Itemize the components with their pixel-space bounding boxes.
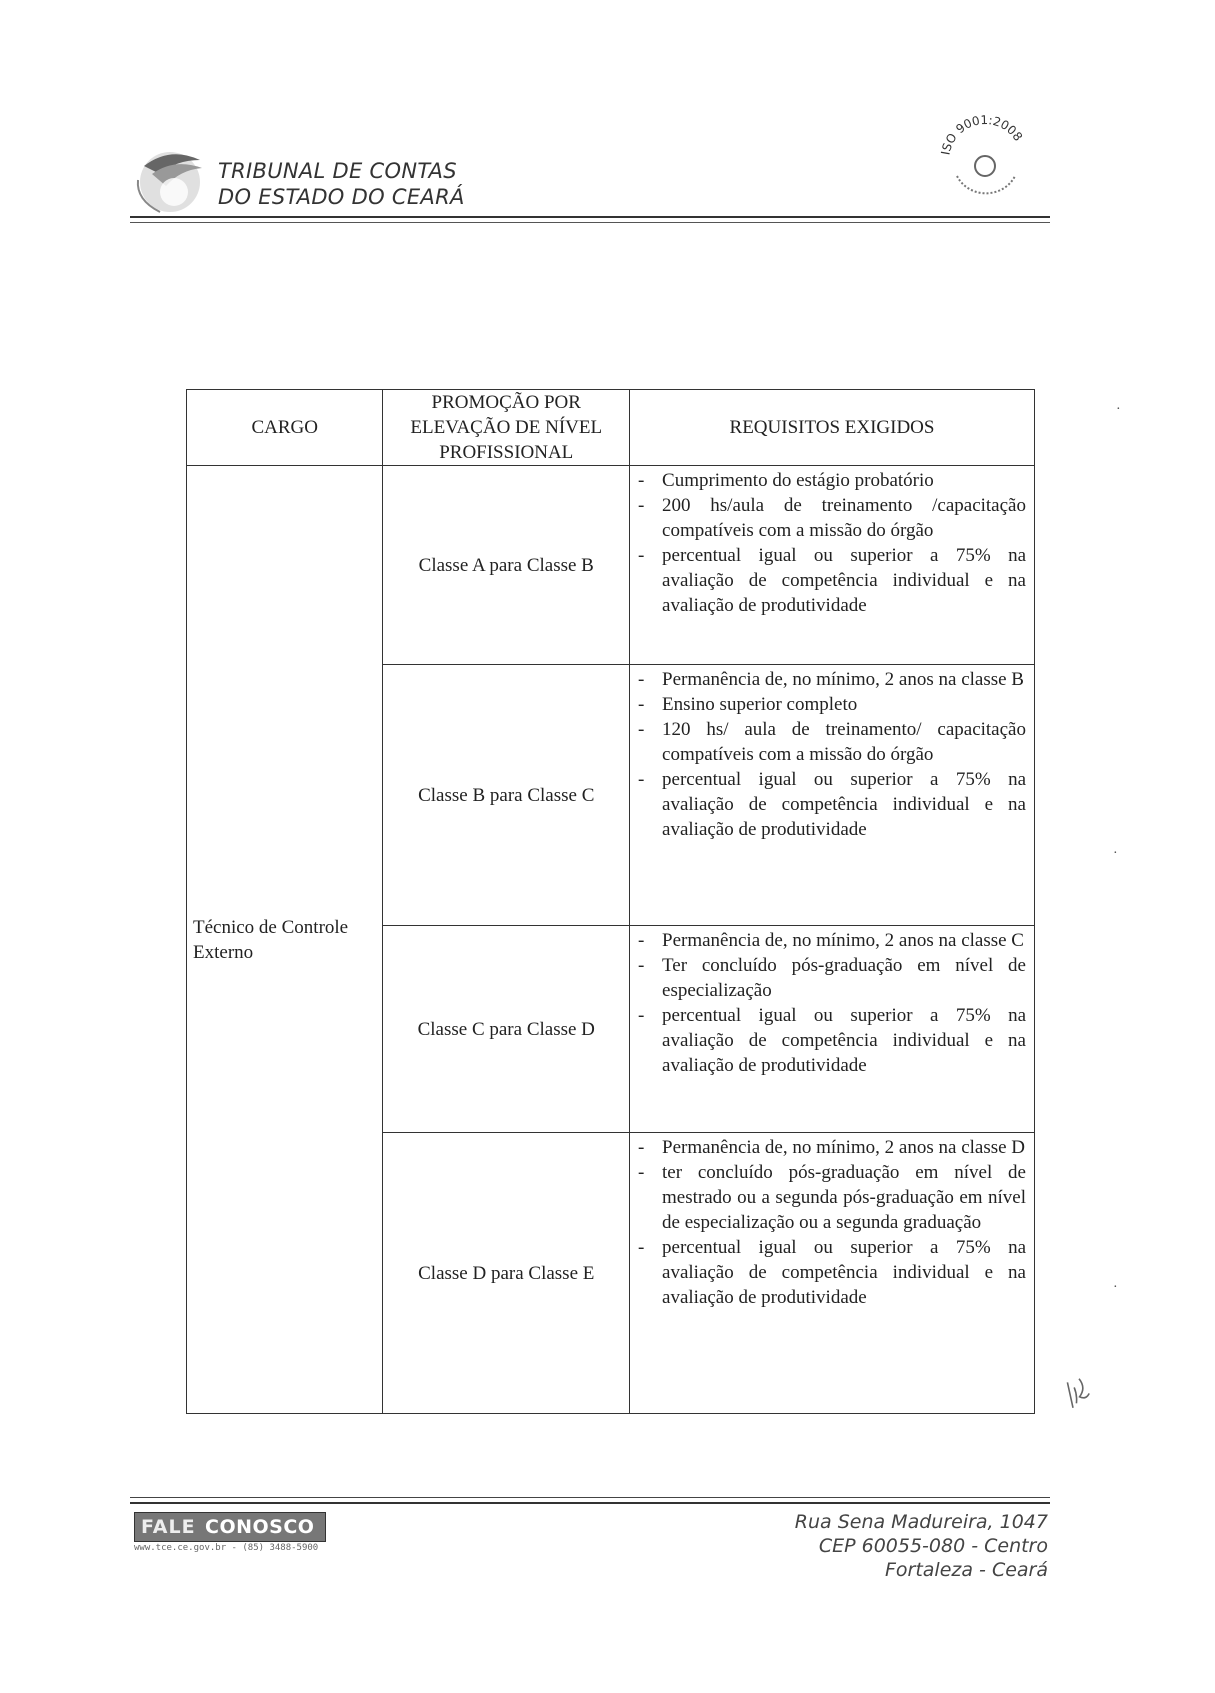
requisitos-cell: [630, 1133, 1035, 1414]
margin-dot: ·: [1116, 402, 1121, 417]
fale-conosco-logo: [134, 1512, 326, 1542]
cargo-cell: Técnico de Controle Externo: [187, 466, 383, 1414]
promocao-cell: Classe B para Classe C: [383, 665, 630, 926]
requisito-item: - percentual igual ou superior a 75% na avaliação de competência individual e na avaliação de produtividade: [636, 767, 1026, 842]
handwritten-initials: [1060, 1371, 1095, 1415]
requisito-item: - Ter concluído pós-graduação em nível de especialização: [636, 953, 1026, 1003]
org-name-line1: TRIBUNAL DE CONTAS: [218, 159, 457, 183]
org-name: [218, 158, 465, 210]
requisito-item: - 120 hs/ aula de treinamento/ capacitação compatíveis com a missão do órgão: [636, 717, 1026, 767]
fale-conosco-banner[interactable]: [134, 1512, 326, 1556]
requisito-item: - 200 hs/aula de treinamento /capacitação compatíveis com a missão do órgão: [636, 493, 1026, 543]
header-promocao: PROMOÇÃO POR ELEVAÇÃO DE NÍVEL PROFISSIONAL: [383, 390, 630, 466]
requisitos-cell: [630, 466, 1035, 665]
requisito-item: - percentual igual ou superior a 75% na avaliação de competência individual e na avaliação de produtividade: [636, 1003, 1026, 1078]
requisito-item: - Permanência de, no mínimo, 2 anos na classe D: [636, 1135, 1026, 1160]
footer-rule: [130, 1502, 1050, 1504]
header-rule: [130, 216, 1050, 218]
svg-text:ISO 9001:2008: [938, 113, 1025, 156]
table-row: [187, 466, 1035, 665]
table-header-row: [187, 390, 1035, 466]
margin-dot: ·: [1113, 1280, 1118, 1295]
tce-logo: [130, 140, 210, 220]
fale-contact-line: www.tce.ce.gov.br - (85) 3488-5900: [134, 1543, 319, 1553]
margin-dot: ·: [1113, 846, 1118, 861]
iso-certification-seal: [935, 110, 1035, 200]
footer-address: [795, 1510, 1048, 1582]
requisito-item: - Ensino superior completo: [636, 692, 1026, 717]
org-name-line2: DO ESTADO DO CEARÁ: [218, 185, 465, 209]
requisito-item: - percentual igual ou superior a 75% na avaliação de competência individual e na avaliação de produtividade: [636, 543, 1026, 618]
requisito-item: - ter concluído pós-graduação em nível de mestrado ou a segunda pós-graduação em nível de especialização ou a segunda graduação: [636, 1160, 1026, 1235]
requisito-item: - Permanência de, no mínimo, 2 anos na classe B: [636, 667, 1026, 692]
requisitos-cell: [630, 665, 1035, 926]
header-requisitos: REQUISITOS EXIGIDOS: [630, 390, 1035, 466]
requisitos-cell: [630, 926, 1035, 1133]
requisito-item: - Cumprimento do estágio probatório: [636, 468, 1026, 493]
address-city: Fortaleza - Ceará: [884, 1559, 1048, 1581]
footer-rule-thin: [130, 1497, 1050, 1498]
requisito-item: - percentual igual ou superior a 75% na avaliação de competência individual e na avaliação de produtividade: [636, 1235, 1026, 1310]
iso-label: ISO 9001:2008: [938, 112, 1026, 157]
address-street: Rua Sena Madureira, 1047: [794, 1511, 1048, 1533]
requisito-item: - Permanência de, no mínimo, 2 anos na classe C: [636, 928, 1026, 953]
address-cep: CEP 60055-080 - Centro: [818, 1535, 1048, 1557]
header-rule-thin: [130, 222, 1050, 223]
promocao-cell: Classe C para Classe D: [383, 926, 630, 1133]
promocao-cell: Classe D para Classe E: [383, 1133, 630, 1414]
header-cargo: CARGO: [187, 390, 383, 466]
promocao-cell: Classe A para Classe B: [383, 466, 630, 665]
promotion-requirements-table: [186, 389, 1035, 1414]
conosco-label: CONOSCO: [205, 1516, 315, 1538]
fale-label: FALE: [141, 1516, 196, 1538]
